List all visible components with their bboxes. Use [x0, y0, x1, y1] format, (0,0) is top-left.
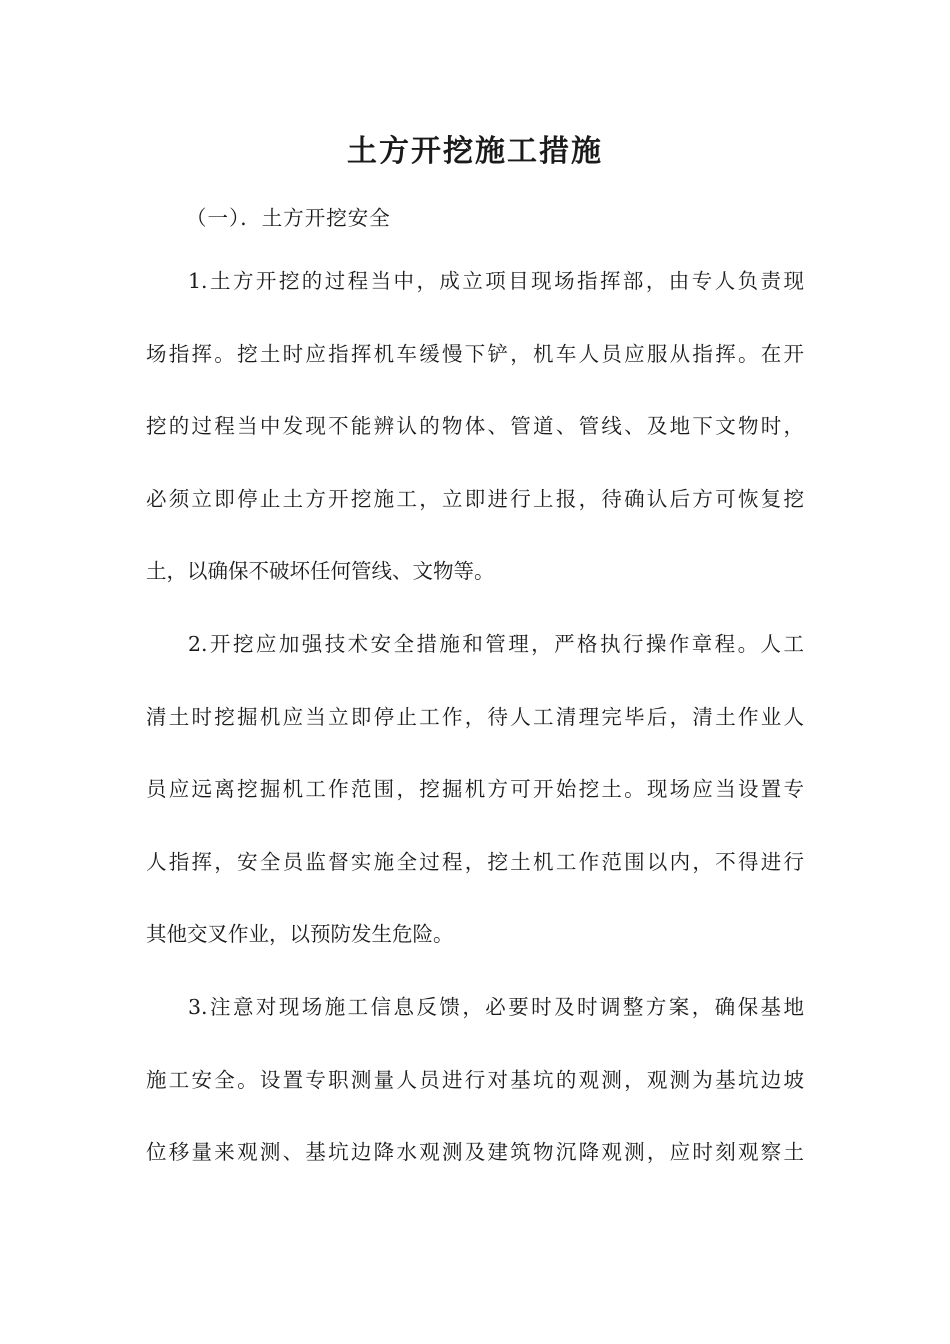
- section-heading: （一）．土方开挖安全: [186, 206, 391, 230]
- body-text: [146, 263, 804, 1207]
- text-line: 1.土方开挖的过程当中，成立项目现场指挥部，由专人负责现: [188, 269, 804, 293]
- document-title: 土方开挖施工措施: [347, 134, 603, 169]
- text-line: 施工安全。设置专职测量人员进行对基坑的观测，观测为基坑边坡: [146, 1067, 804, 1092]
- text-line: 场指挥。挖土时应指挥机车缓慢下铲，机车人员应服从指挥。在开: [146, 341, 804, 366]
- text-line: 土，以确保不破坏任何管线、文物等。: [146, 559, 495, 584]
- text-line: 3.注意对现场施工信息反馈，必要时及时调整方案，确保基地: [188, 994, 804, 1019]
- text-line: 清土时挖掘机应当立即停止工作，待人工清理完毕后，清土作业人: [146, 704, 804, 729]
- text-line: 位移量来观测、基坑边降水观测及建筑物沉降观测，应时刻观察土: [146, 1140, 804, 1165]
- text-line: 人指挥，安全员监督实施全过程，挖土机工作范围以内，不得进行: [146, 849, 804, 874]
- text-line: 其他交叉作业，以预防发生危险。: [146, 922, 454, 947]
- text-line: 挖的过程当中发现不能辨认的物体、管道、管线、及地下文物时，: [146, 414, 804, 439]
- text-line: 必须立即停止土方开挖施工，立即进行上报，待确认后方可恢复挖: [146, 486, 804, 511]
- text-line: 员应远离挖掘机工作范围，挖掘机方可开始挖土。现场应当设置专: [146, 777, 804, 802]
- text-line: 2.开挖应加强技术安全措施和管理，严格执行操作章程。人工: [188, 631, 804, 656]
